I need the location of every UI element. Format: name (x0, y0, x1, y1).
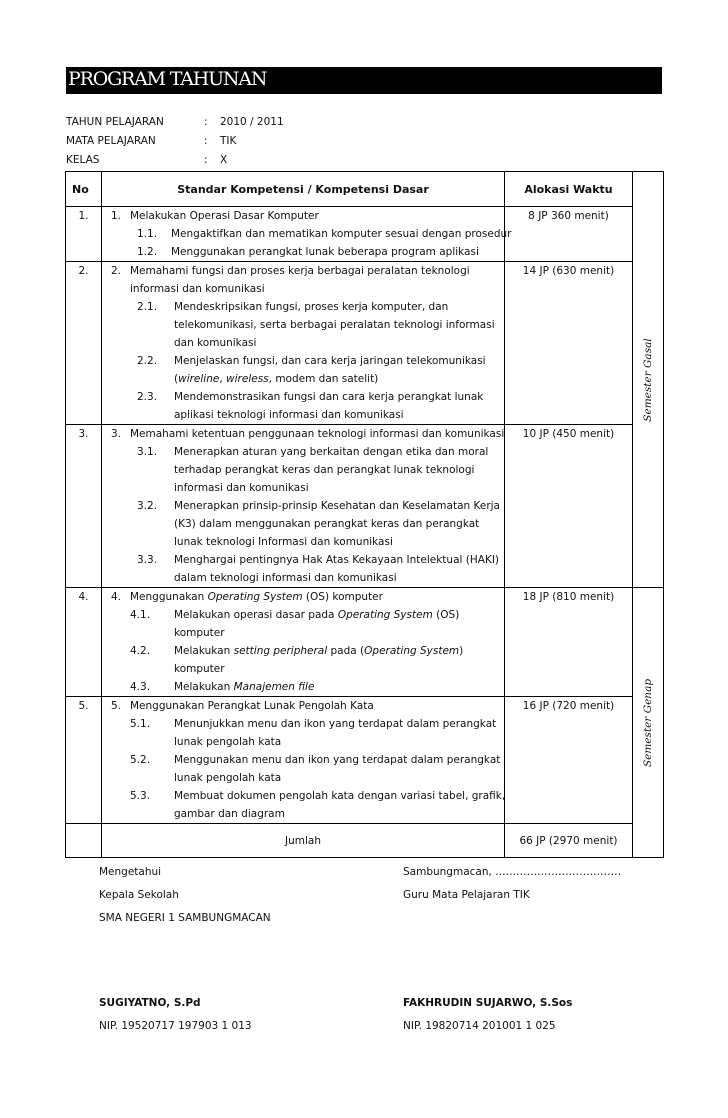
competency-number: 5.3. (130, 790, 151, 802)
side-cell-genap (633, 588, 664, 858)
competency-text: (wireline, wireless, modem dan satelit) (174, 373, 379, 385)
row-competency (102, 697, 505, 824)
competency-text: gambar dan diagram (174, 808, 285, 820)
competency-text: informasi dan komunikasi (174, 482, 309, 494)
competency-number: 5.2. (130, 754, 151, 766)
row-competency (102, 207, 512, 262)
header-waktu: Alokasi Waktu (505, 172, 633, 207)
table-header-row (66, 172, 664, 207)
competency-number: 2. (111, 265, 122, 277)
competency-text: lunak pengolah kata (174, 736, 282, 748)
competency-text: Menggunakan perangkat lunak beberapa program aplikasi (171, 246, 479, 258)
competency-text: (K3) dalam menggunakan perangkat keras dan perangkat (174, 518, 480, 530)
total-no-empty (66, 824, 102, 858)
competency-text: komputer (174, 663, 225, 675)
header-no: No (66, 172, 102, 207)
competency-line (102, 751, 504, 769)
competency-text: Melakukan operasi dasar pada Operating System (OS) (174, 609, 460, 621)
competency-number: 4.3. (130, 681, 151, 693)
side-cell-gasal (633, 172, 664, 588)
total-label: Jumlah (102, 824, 505, 858)
competency-text: dalam teknologi informasi dan komunikasi (174, 572, 397, 584)
sig-right-name: FAKHRUDIN SUJARWO, S.Sos (403, 997, 573, 1009)
competency-text: Mendemonstrasikan fungsi dan cara kerja perangkat lunak (174, 391, 484, 403)
competency-number: 1.2. (137, 246, 158, 258)
competency-text: Membuat dokumen pengolah kata dengan variasi tabel, grafik, (174, 790, 506, 802)
total-waktu: 66 JP (2970 menit) (505, 824, 633, 858)
competency-number: 1.1. (137, 228, 158, 240)
meta-label: KELAS (66, 154, 100, 166)
competency-number: 3. (111, 428, 122, 440)
competency-line (102, 406, 504, 424)
competency-line (102, 352, 504, 370)
row-competency (102, 262, 505, 425)
program-table (65, 171, 664, 858)
row-waktu: 10 JP (450 menit) (505, 425, 633, 588)
competency-text: Mengaktifkan dan mematikan komputer sesuai dengan prosedur (171, 228, 512, 240)
competency-line (102, 207, 504, 225)
competency-line (102, 515, 504, 533)
competency-number: 5.1. (130, 718, 151, 730)
sig-right-line2: Guru Mata Pelajaran TIK (403, 889, 530, 901)
competency-line (102, 461, 504, 479)
meta-value: 2010 / 2011 (220, 116, 284, 128)
competency-text: terhadap perangkat keras dan perangkat lunak teknologi (174, 464, 475, 476)
competency-text: Menerapkan prinsip-prinsip Kesehatan dan Keselamatan Kerja (174, 500, 500, 512)
competency-line (102, 715, 504, 733)
competency-line (102, 551, 504, 569)
competency-text: Mendeskripsikan fungsi, proses kerja komputer, dan (174, 301, 449, 313)
table-row (66, 425, 664, 588)
competency-text: Melakukan setting peripheral pada (Operating System) (174, 645, 464, 657)
competency-number: 1. (111, 210, 122, 222)
competency-line (102, 280, 504, 298)
competency-line (102, 425, 504, 443)
competency-text: Memahami ketentuan penggunaan teknologi informasi dan komunikasi (130, 428, 505, 440)
competency-line (102, 678, 504, 696)
competency-number: 3.3. (137, 554, 158, 566)
competency-line (102, 787, 504, 805)
header-sk: Standar Kompetensi / Kompetensi Dasar (102, 172, 505, 207)
meta-label: MATA PELAJARAN (66, 135, 156, 147)
competency-text: Menghargai pentingnya Hak Atas Kekayaan Intelektual (HAKI) (174, 554, 500, 566)
competency-line (102, 225, 512, 243)
row-no: 3. (66, 425, 102, 588)
competency-line (102, 443, 504, 461)
competency-text: telekomunikasi, serta berbagai peralatan teknologi informasi (174, 319, 495, 331)
meta-sep: : (204, 116, 208, 128)
competency-text: Menjelaskan fungsi, dan cara kerja jaringan telekomunikasi (174, 355, 486, 367)
table-row (66, 697, 664, 824)
competency-line (102, 479, 504, 497)
competency-line (102, 660, 504, 678)
competency-line (102, 769, 504, 787)
side-label-gasal: Semester Gasal (642, 337, 654, 422)
row-no: 1. (66, 207, 102, 262)
competency-line (102, 588, 504, 606)
sig-left-line1: Mengetahui (99, 866, 162, 878)
row-no: 2. (66, 262, 102, 425)
competency-text: Melakukan Operasi Dasar Komputer (130, 210, 319, 222)
competency-line (102, 606, 504, 624)
competency-line (102, 569, 504, 587)
row-waktu: 18 JP (810 menit) (505, 588, 633, 697)
sig-left-name: SUGIYATNO, S.Pd (99, 997, 201, 1009)
row-waktu: 14 JP (630 menit) (505, 262, 633, 425)
row-waktu: 8 JP 360 menit) (505, 207, 633, 262)
competency-number: 2.1. (137, 301, 158, 313)
competency-line (102, 642, 504, 660)
competency-text: aplikasi teknologi informasi dan komunikasi (174, 409, 404, 421)
competency-line (102, 298, 504, 316)
meta-label: TAHUN PELAJARAN (66, 116, 164, 128)
meta-sep: : (204, 135, 208, 147)
competency-number: 5. (111, 700, 122, 712)
competency-line (102, 388, 504, 406)
table-row (66, 207, 664, 262)
competency-text: Menggunakan menu dan ikon yang terdapat dalam perangkat (174, 754, 501, 766)
competency-text: Melakukan Manajemen file (174, 681, 315, 693)
table-total-row (66, 824, 664, 858)
sig-left-line2: Kepala Sekolah (99, 889, 179, 901)
competency-line (102, 497, 504, 515)
competency-line (102, 733, 504, 751)
row-no: 5. (66, 697, 102, 824)
competency-text: lunak pengolah kata (174, 772, 282, 784)
side-label-genap: Semester Genap (642, 678, 654, 767)
meta-value: X (220, 154, 228, 166)
table-row (66, 588, 664, 697)
table-row (66, 262, 664, 425)
competency-line (102, 697, 504, 715)
competency-text: komputer (174, 627, 225, 639)
competency-number: 2.2. (137, 355, 158, 367)
sig-right-line1: Sambungmacan, ……………………………… (403, 866, 622, 878)
competency-number: 3.2. (137, 500, 158, 512)
competency-line (102, 624, 504, 642)
competency-line (102, 533, 504, 551)
competency-line (102, 316, 504, 334)
row-competency (102, 425, 505, 588)
title-bar (66, 67, 662, 94)
competency-text: informasi dan komunikasi (130, 283, 265, 295)
competency-text: dan komunikasi (174, 337, 257, 349)
competency-line (102, 243, 504, 261)
competency-number: 2.3. (137, 391, 158, 403)
competency-number: 4.2. (130, 645, 151, 657)
sig-left-nip: NIP. 19520717 197903 1 013 (99, 1020, 252, 1032)
competency-text: Menggunakan Perangkat Lunak Pengolah Kata (130, 700, 374, 712)
competency-text: Memahami fungsi dan proses kerja berbagai peralatan teknologi (130, 265, 470, 277)
competency-text: lunak teknologi Informasi dan komunikasi (174, 536, 393, 548)
row-no: 4. (66, 588, 102, 697)
competency-text: Menggunakan Operating System (OS) komputer (130, 591, 383, 603)
competency-number: 3.1. (137, 446, 158, 458)
row-waktu: 16 JP (720 menit) (505, 697, 633, 824)
competency-number: 4. (111, 591, 122, 603)
competency-text: Menerapkan aturan yang berkaitan dengan etika dan moral (174, 446, 489, 458)
sig-left-line3: SMA NEGERI 1 SAMBUNGMACAN (99, 912, 271, 924)
meta-sep: : (204, 154, 208, 166)
row-competency (102, 588, 505, 697)
competency-number: 4.1. (130, 609, 151, 621)
sig-right-nip: NIP. 19820714 201001 1 025 (403, 1020, 556, 1032)
competency-line (102, 334, 504, 352)
competency-line (102, 262, 504, 280)
page-title: PROGRAM TAHUNAN (68, 68, 267, 90)
competency-line (102, 370, 504, 388)
competency-line (102, 805, 504, 823)
competency-text: Menunjukkan menu dan ikon yang terdapat dalam perangkat (174, 718, 497, 730)
meta-value: TIK (220, 135, 237, 147)
